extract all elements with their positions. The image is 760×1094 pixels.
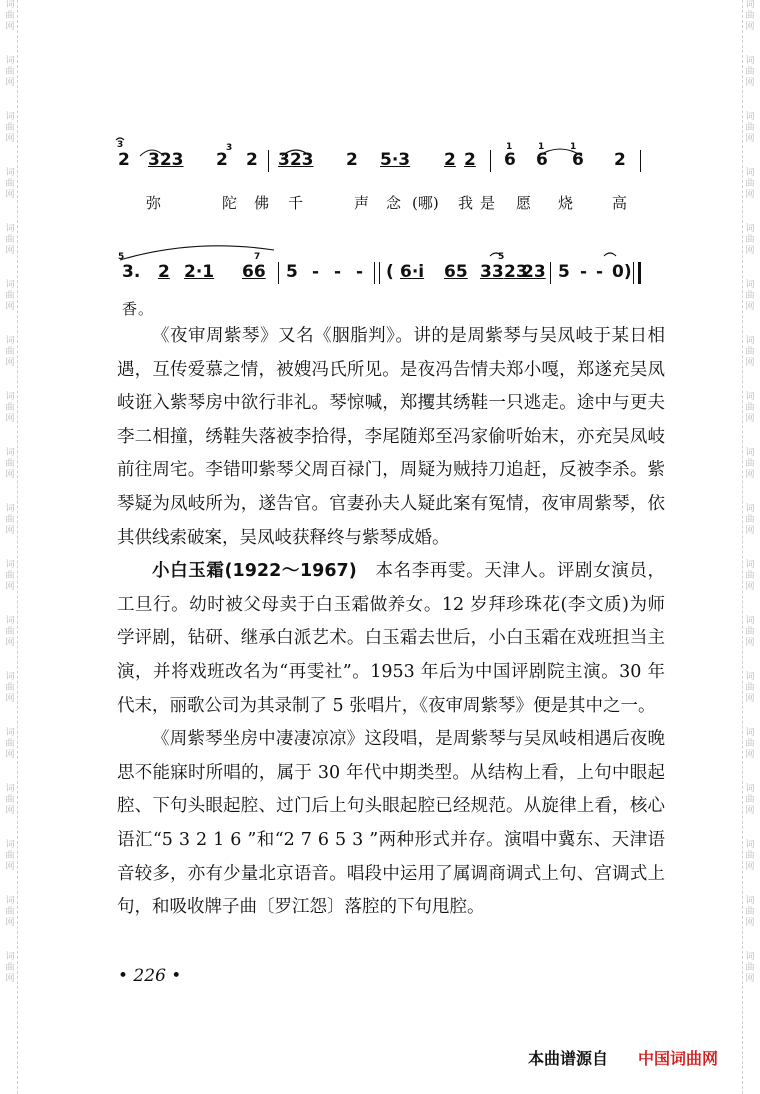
watermark-char: 曲 [745,403,755,413]
watermark-mark [5,0,14,33]
lyric-char: 千 [288,194,304,212]
note: 3. [122,262,141,282]
score-line-2 [118,252,648,322]
watermark-char: 词 [745,560,755,570]
text-line: 末，亦充吴凤岐前往周宅。李错叩紫琴父周百禄门，周疑为贼持刀 [117,426,666,481]
watermark-char: 曲 [5,571,15,581]
watermark-char: 词 [745,616,755,626]
watermark-mark [5,336,14,369]
watermark-char: 词 [5,952,15,962]
watermark-mark [745,728,754,761]
text-line: 夜晚思不能寐时所唱的，属于 30 年代中期类型。从结构上看，上句 [117,729,666,783]
text-line: 追赶，反被李杀。紫琴疑为凤岐所为，遂告官。官妻孙夫人疑此案 [117,460,666,514]
barline [640,150,641,172]
watermark-char: 网 [745,806,755,816]
watermark-char: 词 [745,280,755,290]
watermark-char: 曲 [745,459,755,469]
watermark-char: 网 [5,862,15,872]
watermark-char: 词 [5,224,15,234]
performer-name: 小白玉霜(1922～1967) [152,561,357,582]
lyric-char: 陀 [222,194,238,212]
watermark-char: 曲 [5,179,15,189]
watermark-char: 网 [745,134,755,144]
watermark-char: 网 [5,806,15,816]
barline [278,262,279,284]
text-line: 其中之一。 [568,695,656,716]
watermark-mark [5,56,14,89]
watermark-char: 网 [5,358,15,368]
note: 2 [444,150,456,170]
note: - [356,262,364,282]
paragraph-analysis [117,723,665,925]
watermark-mark [745,448,754,481]
watermark-mark [745,56,754,89]
watermark-mark [745,784,754,817]
watermark-char: 词 [5,168,15,178]
barline [379,262,380,284]
watermark-char: 网 [5,78,15,88]
note: 6 [504,150,516,170]
watermark-char: 词 [5,672,15,682]
watermark-char: 曲 [5,795,15,805]
note: 5·3 [380,150,411,170]
article-body [117,320,665,925]
text-line: 本名李再雯。天津人。评剧女演员， [356,561,665,582]
watermark-char: 词 [745,952,755,962]
watermark-mark [5,560,14,593]
watermark-char: 网 [5,414,15,424]
note: 2 [158,262,170,282]
lyric-char: 我 [458,194,474,212]
watermark-mark [5,448,14,481]
lyric-char: 是 [480,194,496,212]
watermark-char: 网 [5,918,15,928]
watermark-char: 网 [5,302,15,312]
note: - [580,262,588,282]
watermark-mark [5,616,14,649]
watermark-char: 网 [745,470,755,480]
watermark-char: 网 [5,638,15,648]
note: 6·i [400,262,425,282]
watermark-char: 网 [5,190,15,200]
watermark-mark [745,280,754,313]
watermark-char: 曲 [745,907,755,917]
lyrics-line-1 [118,192,648,216]
watermark-char: 网 [5,694,15,704]
note: - [596,262,604,282]
watermark-mark [745,336,754,369]
watermark-char: 曲 [745,627,755,637]
page-number: • 226 • [118,966,182,986]
watermark-mark [5,728,14,761]
watermark-char: 词 [745,448,755,458]
lyric-char: 愿 [516,194,532,212]
note: 23 [504,262,528,282]
lyric-char: 佛 [254,194,270,212]
barline [550,262,551,284]
watermark-char: 网 [745,78,755,88]
watermark-char: 词 [745,112,755,122]
text-line: 有冤情，夜审周紫琴，依其供线索破案，吴凤岐获释终与紫琴成婚。 [117,493,666,548]
note: 66 [242,262,266,282]
watermark-char: 词 [5,392,15,402]
watermark-char: 词 [5,896,15,906]
watermark-char: 曲 [745,683,755,693]
note: 5 [286,262,298,282]
lyric-char: 香 [122,300,138,318]
watermark-char: 网 [745,302,755,312]
text-line: 中与更夫李二相撞，绣鞋失落被李拾得，李尾随郑至冯家偷听始 [117,393,666,447]
watermark-mark [745,112,754,145]
watermark-char: 网 [5,246,15,256]
watermark-char: 词 [5,784,15,794]
watermark-char: 词 [5,0,15,10]
watermark-char: 网 [5,750,15,760]
note: 0) [612,262,632,282]
watermark-char: 曲 [745,571,755,581]
footer-source-label: 本曲谱源自 [528,1049,609,1068]
note: 33 [480,262,504,282]
text-line: 《夜审周紫琴》又名《胭脂判》。讲的是周紫琴与吴凤岐于某日 [152,326,648,346]
watermark-char: 曲 [5,67,15,77]
note: 6 [572,150,584,170]
grace-note: 7 [254,252,261,262]
watermark-char: 词 [5,616,15,626]
watermark-char: 词 [5,504,15,514]
watermark-char: 曲 [745,11,755,21]
text-line: 《周紫琴坐房中凄凄凉凉》这段唱，是周紫琴与吴凤岐相遇后 [152,729,630,750]
lyric-char: 念 [386,194,402,212]
watermark-char: 词 [745,168,755,178]
watermark-mark [745,0,754,33]
text-line: 担当主演，并将戏班改名为“再雯社”。1953 年后为中国评剧院主 [117,628,666,682]
grace-note: 5 [118,252,125,262]
watermark-char: 词 [5,336,15,346]
watermark-char: 词 [5,448,15,458]
watermark-mark [5,952,14,985]
watermark-char: 词 [745,504,755,514]
watermark-char: 词 [5,56,15,66]
watermark-char: 曲 [745,179,755,189]
watermark-char: 词 [5,840,15,850]
text-line: 相遇，互传爱慕之情，被嫂冯氏所见。是夜冯告情夫郑小嘎，郑遂充 [117,326,665,380]
watermark-char: 曲 [5,459,15,469]
watermark-char: 词 [745,0,755,10]
paragraph-plot [117,320,665,555]
right-watermark-strip [742,0,757,1094]
grace-note: 3 [117,140,124,150]
note: 2·1 [184,262,215,282]
watermark-char: 词 [5,560,15,570]
watermark-mark [5,224,14,257]
note: 2 [216,150,228,170]
note: 5 [558,262,570,282]
watermark-char: 曲 [5,291,15,301]
watermark-char: 词 [745,224,755,234]
text-line: 演。30 年代末，丽歌公司为其录制了 5 张唱片，《夜审周紫琴》便是 [117,661,665,716]
note: ( [386,262,394,282]
note: 6 [536,150,548,170]
note: 2 [246,150,258,170]
watermark-char: 网 [745,414,755,424]
watermark-char: 网 [745,190,755,200]
watermark-char: 曲 [745,291,755,301]
watermark-mark [5,672,14,705]
lyric-char: 。 [138,300,154,318]
paragraph-biography [117,555,665,723]
watermark-char: 曲 [5,851,15,861]
watermark-char: 词 [745,784,755,794]
watermark-char: 曲 [5,515,15,525]
note: 23 [522,262,546,282]
watermark-char: 词 [5,112,15,122]
text-line: 为师学评剧，钻研、继承白派艺术。白玉霜去世后，小白玉霜在戏班 [117,594,666,649]
watermark-char: 曲 [5,347,15,357]
score-line-1 [117,140,648,216]
note: 323 [278,150,314,170]
note: 323 [148,150,184,170]
barline [633,262,634,284]
grace-note: 1 [538,142,545,152]
watermark-char: 网 [5,22,15,32]
watermark-char: 曲 [5,123,15,133]
watermark-char: 曲 [5,235,15,245]
watermark-mark [5,168,14,201]
text-line: 吴凤岐诳入紫琴房中欲行非礼。琴惊喊，郑攫其绣鞋一只逃走。途 [117,359,666,414]
lyric-char: 声 [354,194,370,212]
text-line: 看，核心语汇“5 3 2 1 6 ”和“2 7 6 5 3 ”两种形式并存。演 [117,796,666,850]
watermark-char: 网 [745,582,755,592]
watermark-char: 网 [745,246,755,256]
lyrics-line-2 [118,298,648,322]
watermark-char: 曲 [745,515,755,525]
slur-marks [114,240,654,264]
watermark-mark [745,672,754,705]
watermark-char: 网 [745,694,755,704]
watermark-mark [745,616,754,649]
watermark-char: 网 [745,918,755,928]
watermark-char: 曲 [745,963,755,973]
watermark-char: 曲 [5,963,15,973]
text-line: 中眼起腔、下句头眼起腔、过门后上句头眼起腔已经规范。从旋律上 [117,762,665,817]
watermark-mark [5,896,14,929]
barline [490,150,491,172]
watermark-char: 词 [745,840,755,850]
watermark-char: 曲 [5,627,15,637]
watermark-mark [5,784,14,817]
note: 65 [444,262,468,282]
left-watermark-strip [3,0,18,1094]
watermark-mark [745,168,754,201]
lyric-char: (哪) [412,194,439,212]
watermark-char: 曲 [5,11,15,21]
watermark-mark [745,560,754,593]
watermark-mark [5,280,14,313]
watermark-mark [745,392,754,425]
watermark-char: 网 [5,582,15,592]
watermark-char: 曲 [5,683,15,693]
watermark-char: 网 [745,358,755,368]
watermark-mark [745,896,754,929]
grace-note: 1 [570,142,577,152]
notes-line-1 [117,140,648,176]
footer-site-name: 中国词曲网 [638,1049,719,1068]
watermark-char: 曲 [745,67,755,77]
watermark-char: 网 [745,862,755,872]
watermark-mark [745,224,754,257]
note: 2 [464,150,476,170]
watermark-mark [745,952,754,985]
watermark-mark [745,504,754,537]
grace-note: 3 [226,143,233,153]
watermark-char: 词 [745,392,755,402]
watermark-char: 网 [5,974,15,984]
watermark-char: 曲 [745,123,755,133]
grace-note: 1 [506,142,513,152]
watermark-char: 曲 [745,795,755,805]
watermark-char: 网 [745,526,755,536]
watermark-char: 网 [745,974,755,984]
watermark-mark [5,504,14,537]
watermark-char: 曲 [745,851,755,861]
watermark-char: 网 [5,134,15,144]
barline [268,150,269,172]
watermark-char: 曲 [745,347,755,357]
text-line: 工旦行。幼时被父母卖于白玉霜做养女。12 岁拜珍珠花(李文质) [117,594,629,615]
watermark-char: 网 [5,470,15,480]
watermark-char: 网 [745,638,755,648]
grace-note: 5 [498,252,505,262]
lyric-char: 烧 [558,194,574,212]
watermark-char: 曲 [745,235,755,245]
watermark-mark [745,840,754,873]
watermark-mark [5,112,14,145]
note: - [334,262,342,282]
watermark-char: 词 [745,56,755,66]
watermark-char: 曲 [5,403,15,413]
final-barline [638,262,641,284]
note: 2 [614,150,626,170]
note: - [312,262,320,282]
barline [374,262,375,284]
note: 2 [346,150,358,170]
watermark-char: 网 [5,526,15,536]
watermark-char: 曲 [5,739,15,749]
watermark-char: 词 [5,280,15,290]
note: 2 [118,150,130,170]
watermark-char: 词 [745,336,755,346]
watermark-char: 网 [745,22,755,32]
text-line: 唱中冀东、天津语音较多，亦有少量北京语音。唱段中运用了属调 [117,829,666,884]
watermark-mark [5,392,14,425]
watermark-char: 曲 [5,907,15,917]
text-line: 商调式上句、宫调式上句，和吸收牌子曲〔罗江怨〕落腔的下句甩腔。 [117,863,666,918]
watermark-char: 网 [745,750,755,760]
lyric-char: 高 [612,194,628,212]
notes-line-2 [118,252,648,288]
watermark-mark [5,840,14,873]
watermark-char: 词 [745,896,755,906]
watermark-char: 词 [745,672,755,682]
lyric-char: 弥 [146,194,162,212]
watermark-char: 词 [5,728,15,738]
watermark-char: 词 [745,728,755,738]
watermark-char: 曲 [745,739,755,749]
